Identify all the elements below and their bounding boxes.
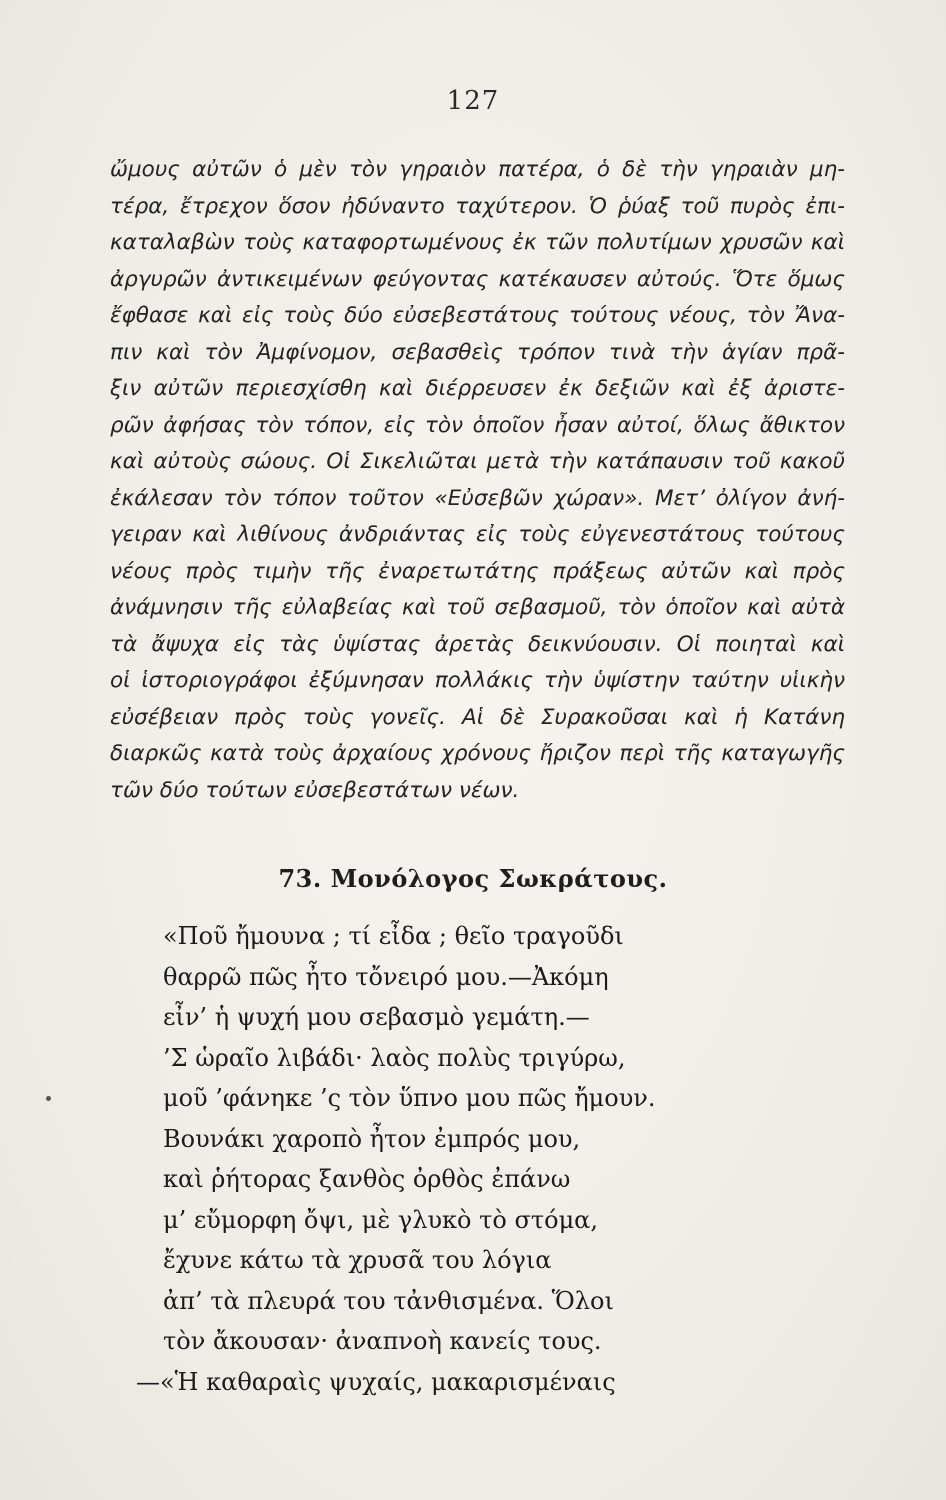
- prose-line: εὐσέβειαν πρὸς τοὺς γονεῖς. Αἱ δὲ Συρακοῦσαι καὶ ἡ Κατάνη: [110, 704, 845, 730]
- ink-speck: [46, 1096, 51, 1101]
- prose-line: ἔφθασε καὶ εἰς τοὺς δύο εὐσεβεστάτους τούτους νέους, τὸν Ἄνα-: [110, 303, 845, 328]
- prose-paragraph: [110, 152, 845, 809]
- poem-line: μοῦ ’φάνηκε ’ς τὸν ὕπνο μου πῶς ἤμουν.: [163, 1084, 656, 1112]
- prose-line: ὤμους αὐτῶν ὁ μὲν τὸν γηραιὸν πατέρα, ὁ δὲ τὴν γηραιὰν μη-: [110, 157, 845, 182]
- poem-line: Βουνάκι χαροπὸ ἦτον ἐμπρός μου,: [163, 1124, 581, 1153]
- poem-line: ’Σ ὡραῖο λιβάδι· λαὸς πολὺς τριγύρω,: [163, 1043, 626, 1072]
- poem-line: εἶν’ ἡ ψυχή μου σεβασμὸ γεμάτη.—: [163, 1003, 590, 1031]
- prose-line: ἀνάμνησιν τῆς εὐλαβείας καὶ τοῦ σεβασμοῦ, τὸν ὁποῖον καὶ αὐτὰ: [110, 595, 845, 620]
- poem-line: τὸν ἄκουσαν· ἀναπνοὴ κανείς τους.: [163, 1327, 602, 1355]
- prose-line: ἀργυρῶν ἀντικειμένων φεύγοντας κατέκαυσεν αὐτούς. Ὅτε ὅμως: [110, 266, 845, 292]
- poem-line: μ’ εὔμορφη ὄψι, μὲ γλυκὸ τὸ στόμα,: [163, 1205, 599, 1234]
- prose-line: γειραν καὶ λιθίνους ἀνδριάντας εἰς τοὺς εὐγενεστάτους τούτους: [110, 522, 845, 547]
- prose-line: ἐκάλεσαν τὸν τόπον τοῦτον «Εὐσεβῶν χώραν». Μετ’ ὀλίγον ἀνή-: [110, 485, 845, 511]
- prose-line: καὶ αὐτοὺς σώους. Οἱ Σικελιῶται μετὰ τὴν κατάπαυσιν τοῦ κακοῦ: [110, 449, 845, 474]
- prose-line: τέρα, ἔτρεχον ὅσον ἠδύναντο ταχύτερον. Ὁ ῥύαξ τοῦ πυρὸς ἐπι-: [110, 193, 845, 219]
- prose-line: πιν καὶ τὸν Ἀμφίνομον, σεβασθεὶς τρόπον τινὰ τὴν ἁγίαν πρᾶ-: [110, 339, 845, 365]
- poem-line: θαρρῶ πῶς ἦτο τὄνειρό μου.—Ἀκόμη: [163, 962, 609, 991]
- poem-line: ἀπ’ τὰ πλευρά του τἀνθισμένα. Ὅλοι: [163, 1286, 614, 1315]
- prose-line: νέους πρὸς τιμὴν τῆς ἐναρετωτάτης πράξεως αὐτῶν καὶ πρὸς: [110, 558, 845, 584]
- prose-line: καταλαβὼν τοὺς καταφορτωμένους ἐκ τῶν πολυτίμων χρυσῶν καὶ: [110, 230, 845, 255]
- section-heading: 73. Μονόλογος Σωκράτους.: [278, 864, 668, 893]
- prose-line: ξιν αὐτῶν περιεσχίσθη καὶ διέρρευσεν ἐκ δεξιῶν καὶ ἐξ ἀριστε-: [110, 376, 845, 401]
- prose-line: τὰ ἄψυχα εἰς τὰς ὑψίστας ἀρετὰς δεικνύουσιν. Οἱ ποιηταὶ καὶ: [110, 631, 845, 657]
- poem-line: —«Ἡ καθαραὶς ψυχαίς, μακαρισμέναις: [136, 1367, 616, 1396]
- poem-line: καὶ ῥήτορας ξανθὸς ὀρθὸς ἐπάνω: [163, 1165, 571, 1193]
- poem-line: ἔχυνε κάτω τὰ χρυσᾶ του λόγια: [163, 1246, 552, 1274]
- prose-line: οἱ ἱστοριογράφοι ἐξύμνησαν πολλάκις τὴν ὑψίστην ταύτην υἱικὴν: [110, 668, 845, 693]
- prose-line: διαρκῶς κατὰ τοὺς ἀρχαίους χρόνους ἤριζον περὶ τῆς καταγωγῆς: [110, 741, 845, 766]
- prose-line: ρῶν ἀφήσας τὸν τόπον, εἰς τὸν ὁποῖον ἦσαν αὐτοί, ὅλως ἄθικτον: [110, 412, 845, 438]
- page-number: 127: [446, 86, 500, 116]
- poem-line: «Ποῦ ἤμουνα ; τί εἶδα ; θεῖο τραγοῦδι: [163, 922, 624, 950]
- prose-line: τῶν δύο τούτων εὐσεβεστάτων νέων.: [110, 777, 520, 803]
